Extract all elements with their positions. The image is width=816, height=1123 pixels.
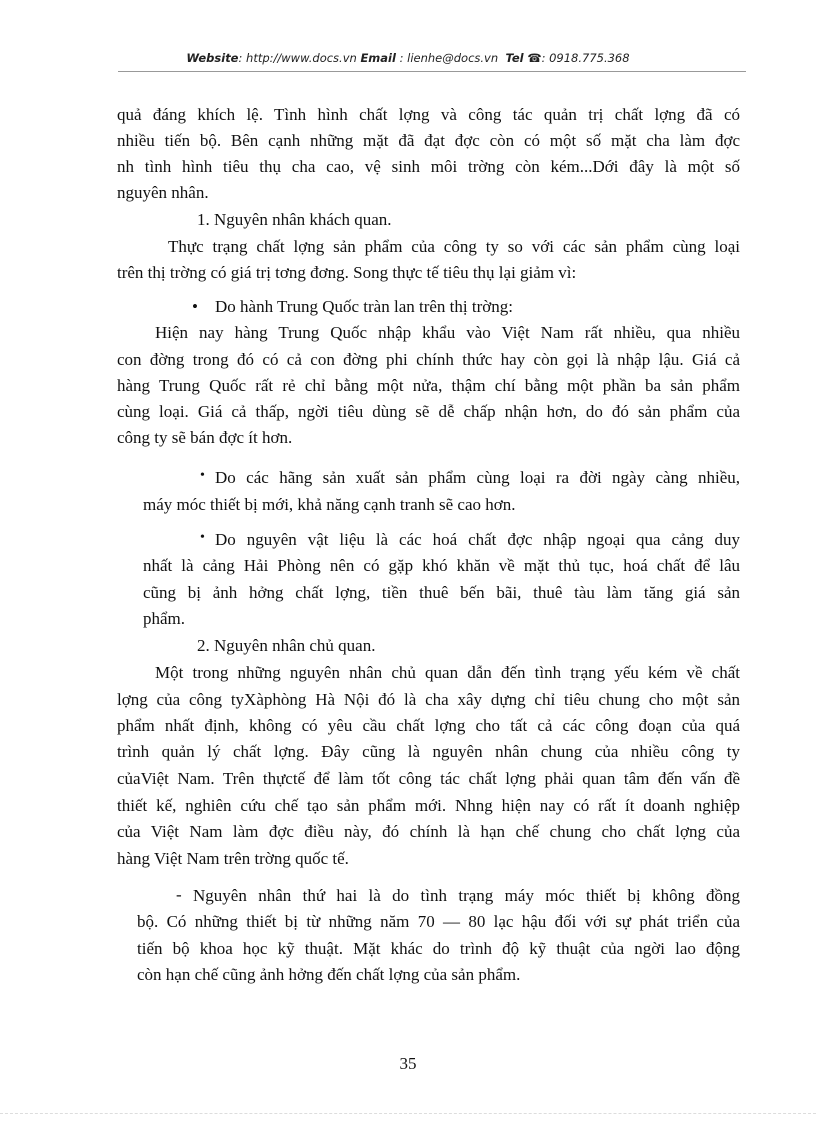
text-line: hàng Trung Quốc rất rẻ chỉ bằng một nửa, thậm chí bằng một phần ba sản phẩm	[117, 376, 740, 395]
bullet-item: Do các hãng sản xuất sản phẩm cùng loại ra đời ngày càng nhiều,	[215, 468, 740, 487]
bullet-marker: •	[200, 530, 205, 545]
text-line: thiết kế, nghiên cứu chế tạo sản phẩm mới. Nhng hiện nay có rất ít doanh nghiệp	[117, 796, 740, 815]
tel-number: : 0918.775.368	[541, 51, 630, 65]
text-line: nhiều tiến bộ. Bên cạnh những mặt đã đạt đợc còn có một số mặt cha làm đợc	[117, 131, 740, 150]
text-line: quả đáng khích lệ. Tình hình chất lợng và công tác quản trị chất lợng đã có	[117, 105, 740, 124]
text-line: máy móc thiết bị mới, khả năng cạnh tranh sẽ cao hơn.	[143, 495, 516, 514]
section-heading: 1. Nguyên nhân khách quan.	[197, 210, 392, 229]
email-address[interactable]: : lienhe@docs.vn	[399, 51, 499, 65]
dash-item: Nguyên nhân thứ hai là do tình trạng máy móc thiết bị không đồng	[193, 886, 740, 905]
dash-marker: -	[176, 885, 182, 904]
tel-label: Tel	[505, 51, 524, 65]
text-line: Một trong những nguyên nhân chủ quan dẫn đến tình trạng yếu kém về chất	[155, 663, 740, 682]
text-line: còn hạn chế cũng ảnh hởng đến chất lợng của sản phẩm.	[137, 965, 521, 984]
website-label: Website	[186, 51, 239, 65]
text-line: hàng Việt Nam trên trờng quốc tế.	[117, 849, 349, 868]
text-line: phẩm.	[143, 609, 186, 628]
page-number: 35	[399, 1054, 417, 1073]
bullet-item: Do nguyên vật liệu là các hoá chất đợc nhập ngoại qua cảng duy	[215, 530, 740, 549]
website-url[interactable]: : http://www.docs.vn	[238, 51, 357, 65]
text-line: cùng loại. Giá cả thấp, ngời tiêu dùng sẽ dễ chấp nhận hơn, do đó sản phẩm của	[117, 402, 740, 421]
text-line: Thực trạng chất lợng sản phẩm của công ty so với các sản phẩm cùng loại	[168, 237, 740, 256]
page-bottom-border	[0, 1113, 816, 1114]
text-line: tiến bộ khoa học kỹ thuật. Mặt khác do trình độ kỹ thuật của ngời lao động	[137, 939, 740, 958]
email-label: Email	[360, 51, 396, 65]
phone-icon: ☎	[527, 51, 542, 65]
header-divider	[118, 71, 746, 72]
text-line: con đờng trong đó có cả con đờng phi chính thức hay còn gọi là nhập lậu. Giá cả	[117, 350, 740, 369]
section-heading: 2. Nguyên nhân chủ quan.	[197, 636, 376, 655]
text-line: củaViệt Nam. Trên thựctế để làm tốt công tác chất lợng phải quan tâm đến vấn đề	[117, 769, 740, 788]
text-line: bộ. Có những thiết bị từ những năm 70 — 80 lạc hậu đối với sự phát triển của	[137, 912, 740, 931]
text-line: của Việt Nam làm đợc điều này, đó chính là hạn chế chung cho chất lợng của	[117, 822, 740, 841]
text-line: nhất là cảng Hải Phòng nên có gặp khó khăn về mặt thủ tục, hoá chất để lâu	[143, 556, 740, 575]
text-line: cũng bị ảnh hởng chất lợng, tiền thuê bến bãi, thuê tàu làm tăng giá sản	[143, 583, 740, 602]
text-line: công ty sẽ bán đợc ít hơn.	[117, 428, 293, 447]
text-line: nh tình hình tiêu thụ cha cao, vệ sinh môi trờng còn kém...Dới đây là một số	[117, 157, 740, 176]
page-header	[0, 51, 816, 65]
text-line: Hiện nay hàng Trung Quốc nhập khẩu vào Việt Nam rất nhiều, qua nhiều	[155, 323, 740, 342]
bullet-marker: •	[200, 468, 205, 483]
text-line: nguyên nhân.	[117, 183, 209, 202]
text-line: lợng của công tyXàphòng Hà Nội đó là cha xây dựng chỉ tiêu chung cho một sản	[117, 690, 740, 709]
bullet-marker: •	[192, 297, 198, 316]
text-line: trình quản lý chất lợng. Đây cũng là nguyên nhân chung của nhiều công ty	[117, 742, 740, 761]
bullet-item: Do hành Trung Quốc tràn lan trên thị trờng:	[215, 297, 513, 316]
text-line: trên thị trờng có giá trị tơng đơng. Song thực tế tiêu thụ lại giảm vì:	[117, 263, 577, 282]
text-line: phẩm nhất định, không có yêu cầu chất lợng cho tất cả các công đoạn của quá	[117, 716, 740, 735]
